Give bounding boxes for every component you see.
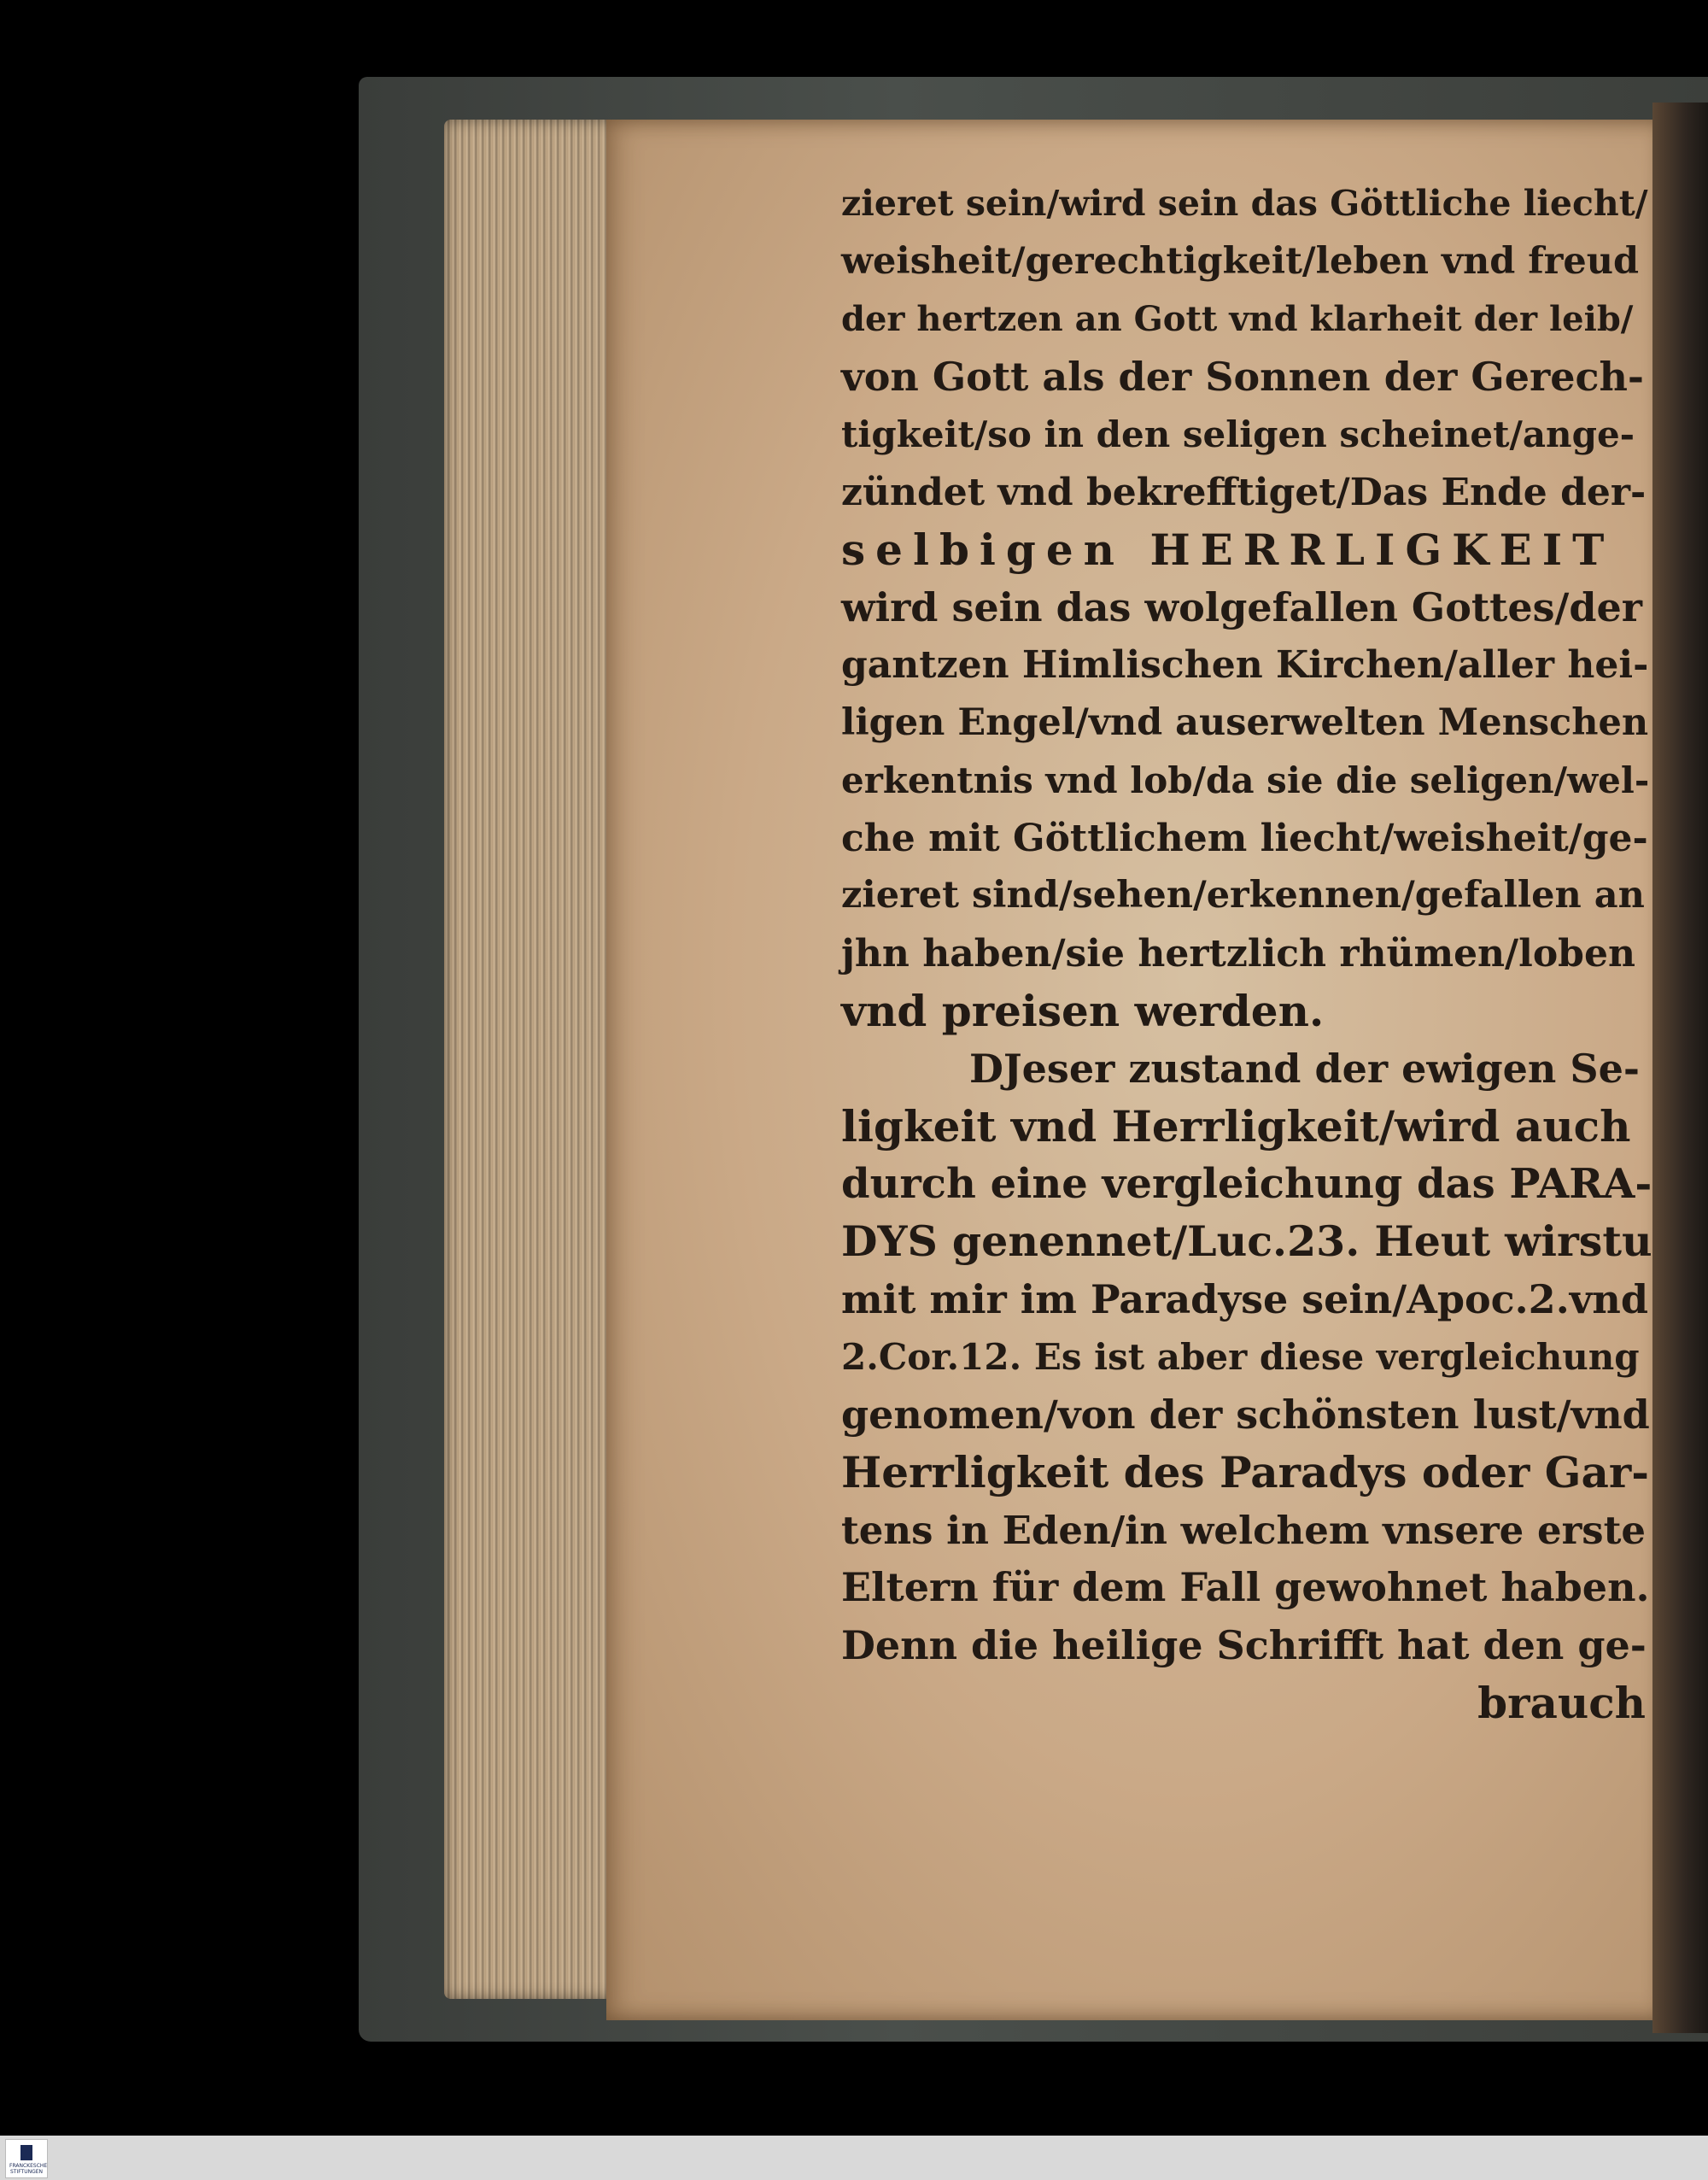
logo-label: FRANCKESCHE STIFTUNGEN: [9, 2163, 48, 2175]
catchword: brauch: [1477, 1678, 1646, 1728]
text-line: zieret sein/wird sein das Göttliche liecht/: [841, 183, 1648, 224]
text-line: Herrligkeit des Paradys oder Gar-: [841, 1447, 1649, 1497]
text-line: ligen Engel/vnd auserwelten Menschen: [841, 700, 1649, 744]
text-line: von Gott als der Sonnen der Gerech-: [841, 353, 1645, 400]
text-line: DJeser zustand der ewigen Se-: [969, 1045, 1640, 1092]
building-icon: [20, 2145, 32, 2160]
text-line: gantzen Himlischen Kirchen/aller hei-: [841, 643, 1649, 687]
text-line: zieret sind/sehen/erkennen/gefallen an: [841, 874, 1645, 917]
institution-logo[interactable]: [5, 2139, 48, 2178]
text-line: erkentnis vnd lob/da sie die seligen/wel-: [841, 759, 1650, 801]
page-text-block: [841, 175, 1652, 1732]
text-line: selbigen HERRLIGKEIT: [841, 524, 1615, 575]
text-line: durch eine vergleichung das PARA-: [841, 1159, 1652, 1208]
text-line: che mit Göttlichem liecht/weisheit/ge-: [841, 816, 1648, 860]
text-line: vnd preisen werden.: [841, 986, 1325, 1036]
text-line: tigkeit/so in den seligen scheinet/ange-: [841, 413, 1635, 455]
text-line: Eltern für dem Fall gewohnet haben.: [841, 1564, 1650, 1610]
text-line: 2.Cor.12. Es ist aber diese vergleichung: [841, 1336, 1640, 1378]
text-line: jhn haben/sie hertzlich rhümen/loben: [841, 931, 1635, 976]
text-line: der hertzen an Gott vnd klarheit der leib/: [841, 299, 1634, 339]
text-line: DYS genennet/Luc.23. Heut wirstu: [841, 1216, 1652, 1266]
text-line: ligkeit vnd Herrligkeit/wird auch: [841, 1101, 1631, 1152]
text-line: Denn die heilige Schrifft hat den ge-: [841, 1621, 1647, 1668]
viewer-footer-bar: [0, 2136, 1708, 2180]
text-line: tens in Eden/in welchem vnsere erste: [841, 1507, 1647, 1553]
page-edges: [444, 120, 623, 1999]
text-line: zündet vnd bekrefftiget/Das Ende der-: [841, 470, 1647, 514]
text-line: genomen/von der schönsten lust/vnd: [841, 1391, 1650, 1438]
text-line: mit mir im Paradyse sein/Apoc.2.vnd: [841, 1275, 1649, 1322]
text-line: wird sein das wolgefallen Gottes/der: [841, 583, 1643, 630]
text-line: weisheit/gerechtigkeit/leben vnd freud: [841, 239, 1640, 283]
book-gutter: [1652, 103, 1708, 2033]
